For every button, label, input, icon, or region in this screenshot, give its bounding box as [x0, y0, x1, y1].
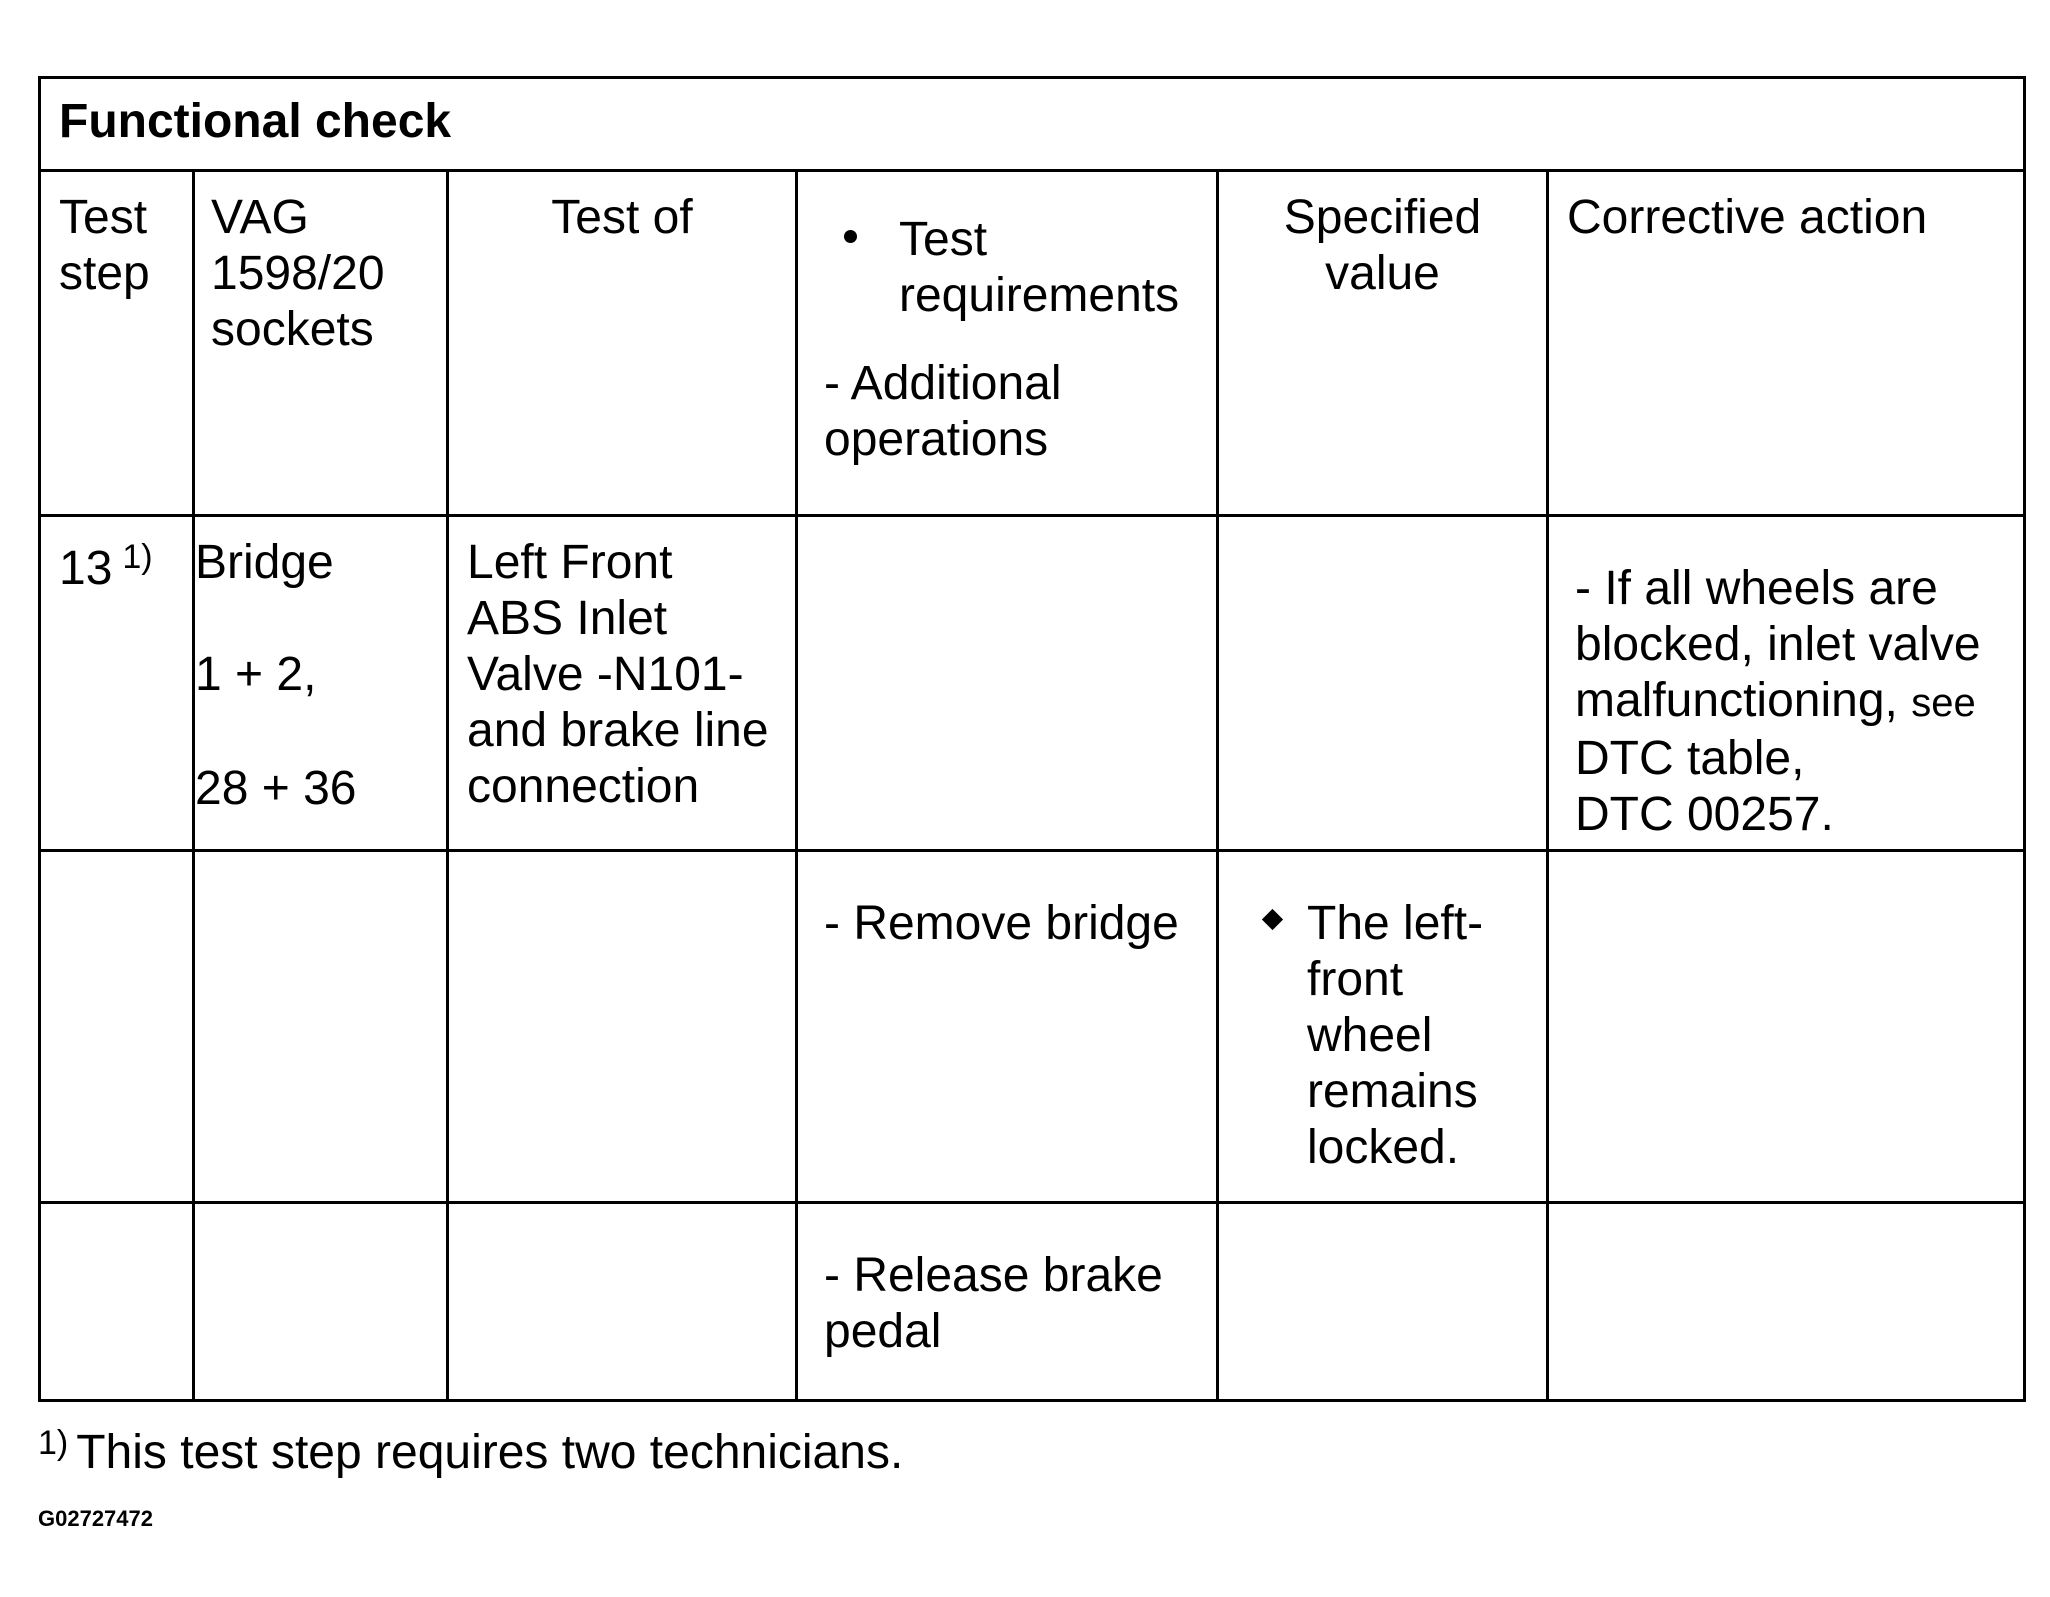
step-footnote-ref: 1)	[122, 538, 153, 576]
header-specified-value: Specified value	[1218, 171, 1548, 516]
header-sockets: VAG 1598/20 sockets	[194, 171, 448, 516]
requirements-cell: - Remove bridge	[797, 851, 1218, 1203]
header-test-step: Test step	[40, 171, 194, 516]
table-row	[40, 851, 2025, 1203]
specified-cell	[1218, 516, 1548, 851]
table-row	[40, 1203, 2025, 1401]
step-cell	[40, 1203, 194, 1401]
sockets-cell: Bridge 1 + 2, 28 + 36	[194, 516, 448, 851]
header-requirements: Test requirements - Additional operations	[797, 171, 1218, 516]
sockets-cell	[194, 851, 448, 1203]
requirements-cell: - Release brake pedal	[797, 1203, 1218, 1401]
footnote	[38, 1425, 903, 1485]
figure-code: G02727472	[38, 1506, 153, 1531]
table-row	[40, 516, 2025, 851]
test-of-cell	[448, 1203, 797, 1401]
corrective-cell	[1548, 1203, 2025, 1401]
step-cell	[40, 851, 194, 1203]
specified-cell: The left- front wheel remains locked.	[1218, 851, 1548, 1203]
header-corrective-action: Corrective action	[1548, 171, 2025, 516]
corrective-cell	[1548, 851, 2025, 1203]
specified-cell	[1218, 1203, 1548, 1401]
sockets-cell	[194, 1203, 448, 1401]
diamond-bullet-icon	[1262, 909, 1283, 930]
footnote-marker: 1)	[38, 1424, 69, 1462]
step-number: 13	[59, 542, 113, 595]
functional-check-table	[38, 76, 2026, 1402]
bullet-icon	[844, 230, 857, 243]
test-of-cell	[448, 851, 797, 1203]
test-of-cell: Left Front ABS Inlet Valve -N101- and brake line connection	[448, 516, 797, 851]
table-title: Functional check	[40, 78, 2025, 171]
step-cell	[40, 516, 194, 851]
header-test-of: Test of	[448, 171, 797, 516]
footnote-text: This test step requires two technicians.	[76, 1426, 904, 1479]
header-row	[40, 171, 2025, 516]
corrective-cell: - If all wheels are blocked, inlet valve malfunctioning, see DTC table, DTC 00257.	[1548, 516, 2025, 851]
requirements-cell	[797, 516, 1218, 851]
